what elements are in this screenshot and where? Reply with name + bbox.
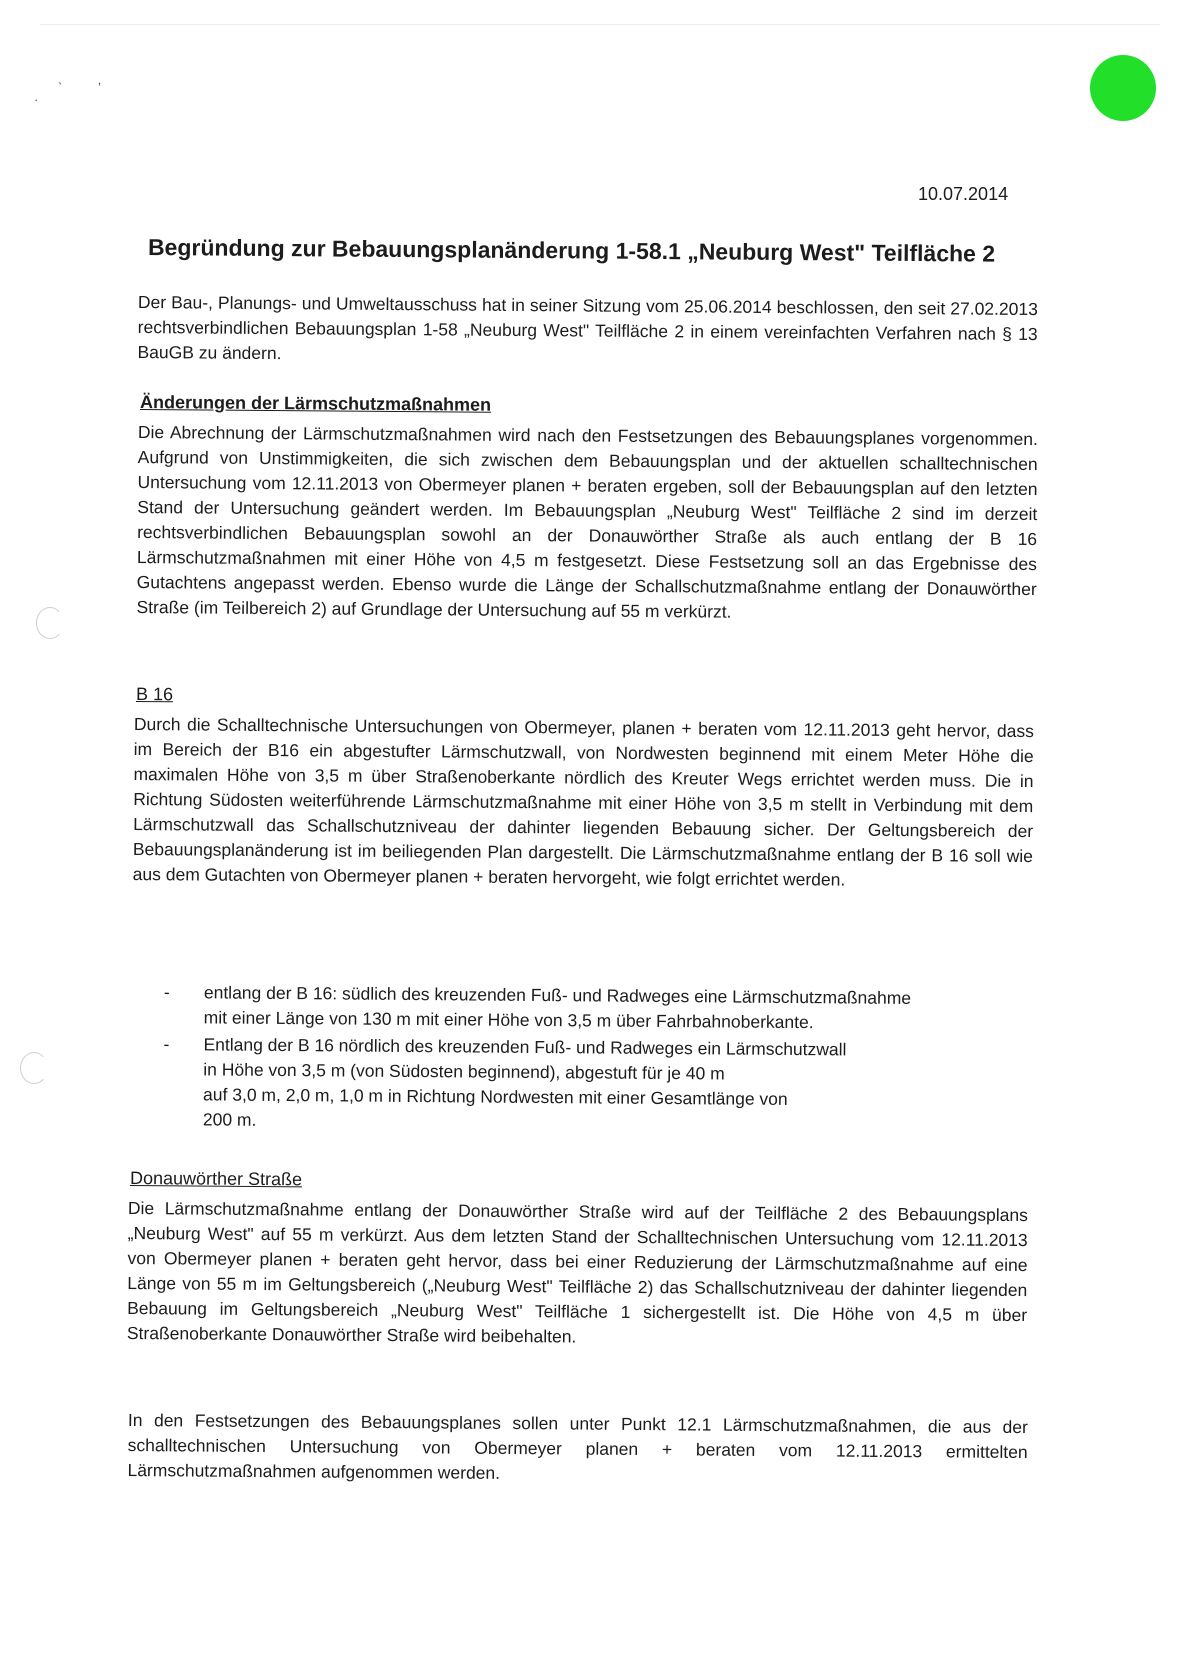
punch-hole-mark [36,607,64,639]
b16-paragraph: Durch die Schalltechnische Untersuchungen von Obermeyer, planen + beraten vom 12.11.2013 geht hervor, dass im Bereich der B16 ein abgestufter Lärmschutzwall, von Nordwesten beginnend mit einem Meter Höhe die maximalen Höhe von 3,5 m über Straßenoberkante nördlich des Kreuter Wegs errichtet werden muss. Die in Richtung Südosten weiterführende Lärmschutzmaßnahme mit einer Höhe von 3,5 m stellt in Verbindung mit dem Lärmschutzwall das Schallschutzniveau der dahinter liegenden Bebauung sicher. Der Geltungsbereich der Bebauungsplanänderung ist im beiliegenden Plan dargestellt. Die Lärmschutzmaßnahme entlang der B 16 soll wie aus dem Gutachten von Obermeyer planen + beraten hervorgeht, wie folgt errichtet werden. [132,713,1034,890]
scan-speck: · [34,92,39,107]
scan-speck: ‚ [98,72,101,87]
b16-bullet-list [157,980,1018,1141]
scan-edge-line [40,24,1160,25]
laermschutz-paragraph: Die Abrechnung der Lärmschutzmaßnahmen wird nach den Festsetzungen des Bebauungsplanes vorgenommen. Aufgrund von Unstimmigkeiten, die sich zwischen dem Bebauungsplan und der aktuellen schalltechnischen Untersuchung vom 12.11.2013 von Obermeyer planen + beraten ergeben, soll der Bebauungsplan auf den letzten Stand der Untersuchung geändert werden. Im Bebauungsplan „Neuburg West" Teilfläche 2 sind im derzeit rechtsverbindlichen Bebauungsplan sowohl an der Donauwörther Straße als auch entlang der B 16 Lärmschutzmaßnahmen mit einer Höhe von 4,5 m festgesetzt. Diese Festsetzung soll an das Ergebnisse des Gutachtens angepasst werden. Ebenso wurde die Länge der Schallschutzmaßnahme entlang der Donauwörther Straße (im Teilbereich 2) auf Grundlage der Untersuchung auf 55 m verkürzt. [136,421,1038,622]
bullet-line: Entlang der B 16 nördlich des kreuzenden Fuß- und Radweges ein Lärmschutzwall [203,1034,847,1060]
donauwoerther-paragraph: Die Lärmschutzmaßnahme entlang der Donauwörther Straße wird auf der Teilfläche 2 des Bebauungsplans „Neuburg West" auf 55 m verkürzt. Aus dem letzten Stand der Schalltechnischen Untersuchung vom 12.11.2013 von Obermeyer planen + beraten geht hervor, dass bei einer Reduzierung der Lärmschutzmaßnahme auf eine Länge von 55 m im Geltungsbereich („Neuburg West" Teilfläche 2) das Schallschutzniveau der dahinter liegenden Bebauung im Geltungsbereich „Neuburg West" Teilfläche 1 sichergestellt ist. Die Höhe von 4,5 m über Straßenoberkante Donauwörther Straße wird beibehalten. [126,1197,1028,1347]
section-heading-laermschutz: Änderungen der Lärmschutzmaßnahmen [139,392,492,415]
scan-speck: ` [58,80,63,95]
bullet-marker: - [163,1034,170,1055]
bullet-line: entlang der B 16: südlich des kreuzenden Fuß- und Radweges eine Lärmschutzmaßnahme [203,982,912,1008]
bullet-line: in Höhe von 3,5 m (von Südosten beginnend), abgestuft für je 40 m [203,1059,725,1084]
bullet-line: 200 m. [202,1109,257,1130]
document-title: Begründung zur Bebauungsplanänderung 1-58.1 „Neuburg West" Teilfläche 2 [147,234,996,267]
bullet-line: auf 3,0 m, 2,0 m, 1,0 m in Richtung Nordwesten mit einer Gesamtlänge von [203,1084,788,1109]
green-marker-dot [1090,55,1156,121]
bullet-line: mit einer Länge von 130 m mit einer Höhe von 3,5 m über Fahrbahnoberkante. [203,1007,814,1033]
list-item [158,980,1018,1037]
document-date: 10.07.2014 [918,184,1009,204]
punch-hole-mark [20,1052,48,1084]
section-heading-b16: B 16 [135,684,174,705]
list-item [157,1032,1018,1139]
intro-paragraph: Der Bau-, Planungs- und Umweltausschuss hat in seiner Sitzung vom 25.06.2014 beschlossen, den seit 27.02.2013 rechtsverbindlichen Bebauungsplan 1-58 „Neuburg West" Teilfläche 2 in einem vereinfachten Verfahren nach § 13 BauGB zu ändern. [137,291,1038,364]
bullet-marker: - [163,982,170,1003]
closing-paragraph: In den Festsetzungen des Bebauungsplanes sollen unter Punkt 12.1 Lärmschutzmaßnahmen, die aus der schalltechnischen Untersuchung von Obermeyer planen + beraten vom 12.11.2013 ermittelten Lärmschutzmaßnahmen aufgenommen werden. [127,1409,1028,1483]
section-heading-donauwoerther: Donauwörther Straße [129,1168,303,1190]
